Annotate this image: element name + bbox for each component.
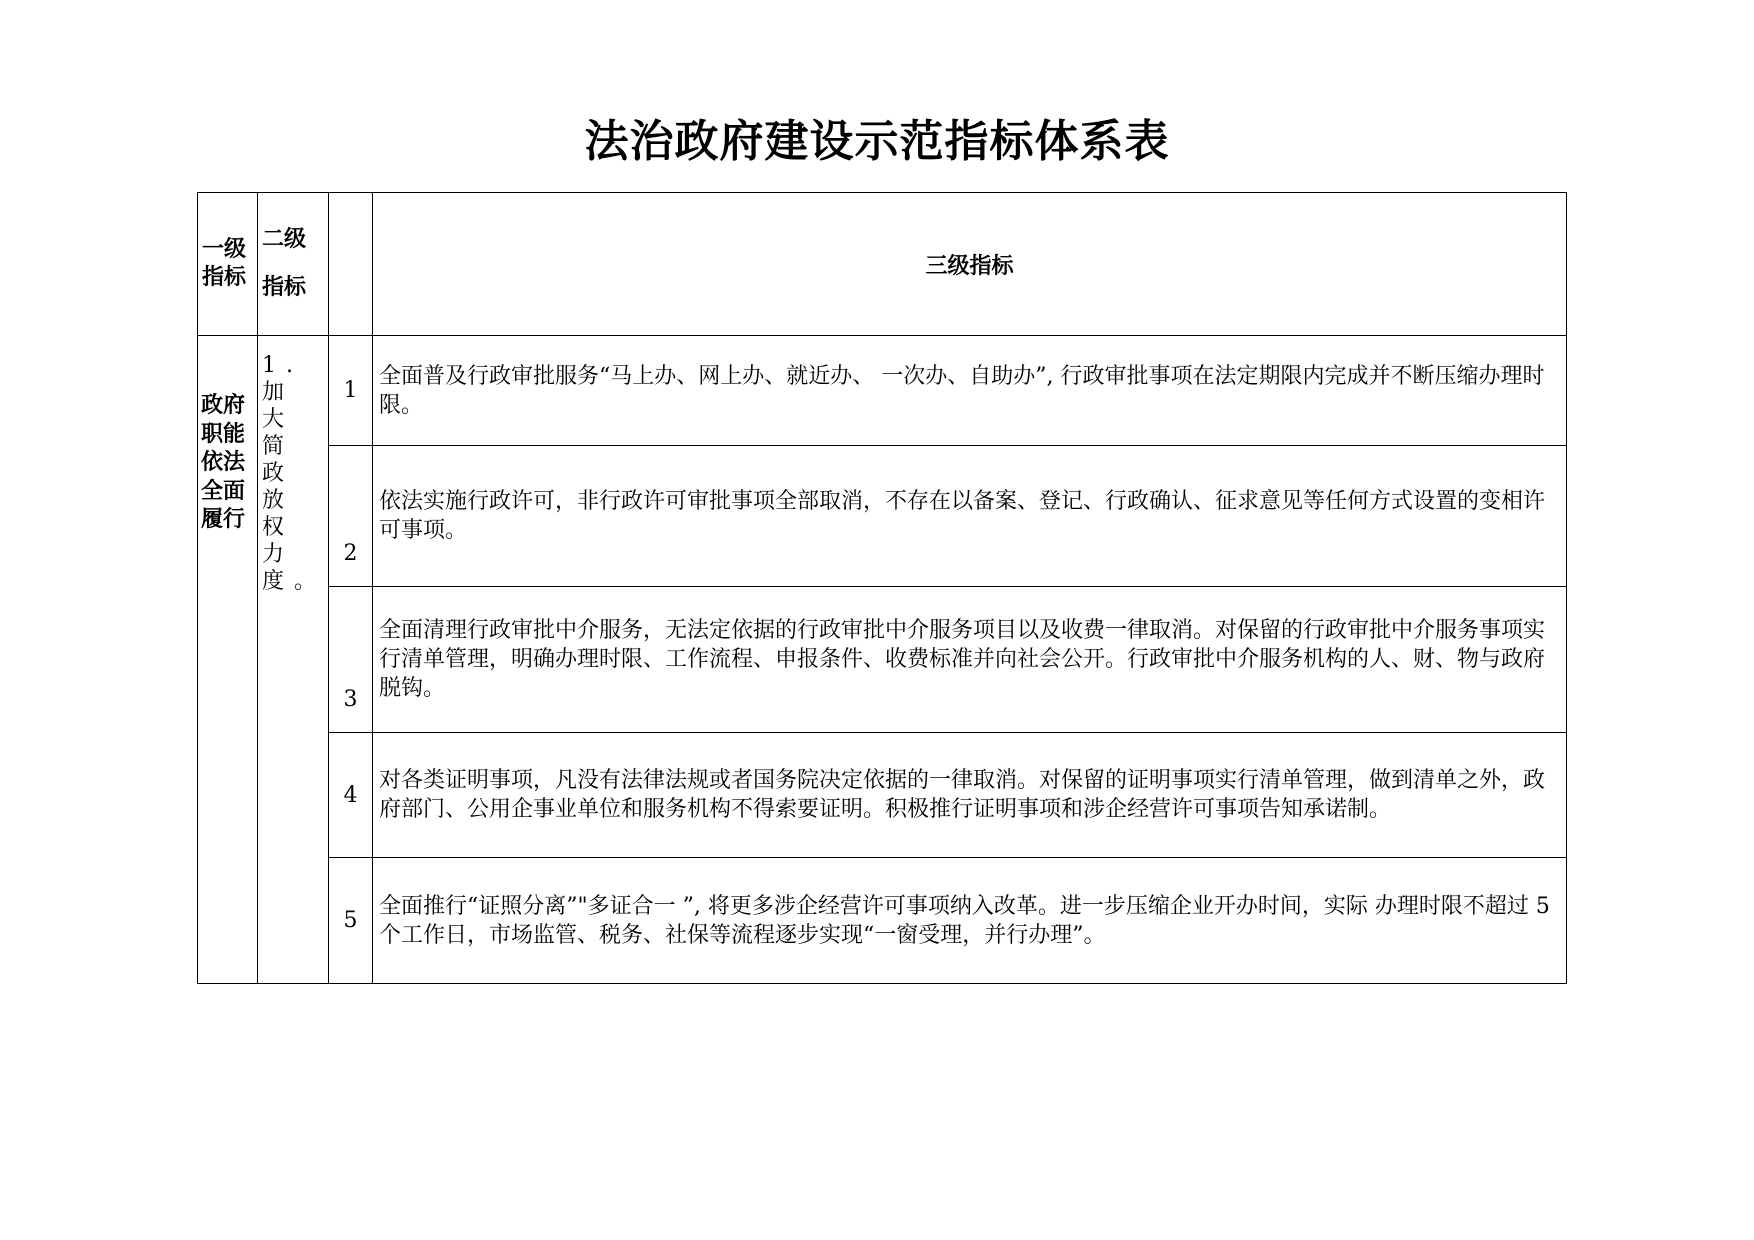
row-number: 5 (329, 858, 373, 984)
level3-indicator: 对各类证明事项，凡没有法律法规或者国务院决定依据的一律取消。对保留的证明事项实行清单管理，做到清单之外，政府部门、公用企事业单位和服务机构不得索要证明。积极推行证明事项和涉企经营许可事项告知承诺制。 (373, 733, 1567, 858)
table-header-row (198, 193, 1567, 336)
header-level2: 二级指标 (258, 193, 329, 336)
level2-indicator-cell (258, 336, 329, 984)
document-title: 法治政府建设示范指标体系表 (584, 116, 1170, 167)
row-number: 2 (329, 446, 373, 587)
row-number: 1 (329, 336, 373, 446)
indicator-table (197, 192, 1567, 984)
table-row (198, 336, 1567, 446)
level3-indicator: 全面清理行政审批中介服务，无法定依据的行政审批中介服务项目以及收费一律取消。对保留的行政审批中介服务事项实行清单管理，明确办理时限、工作流程、申报条件、收费标准并向社会公开。行政审批中介服务机构的人、财、物与政府脱钩。 (373, 587, 1567, 733)
level3-indicator: 全面普及行政审批服务“马上办、网上办、就近办、 一次办、自助办”, 行政审批事项在法定期限内完成并不断压缩办理时限。 (373, 336, 1567, 446)
table-row (198, 446, 1567, 587)
table-row (198, 587, 1567, 733)
row-number: 4 (329, 733, 373, 858)
level1-indicator: 政府职能依法全面履行 (201, 393, 246, 532)
table-row (198, 733, 1567, 858)
header-level3: 三级指标 (373, 193, 1567, 336)
row-number: 3 (329, 587, 373, 733)
header-number (329, 193, 373, 336)
level1-indicator-cell (198, 336, 258, 984)
table-row (198, 858, 1567, 984)
level2-indicator: 1.加大简政放权力度。 (262, 353, 327, 594)
header-level1: 一级指标 (198, 193, 258, 336)
level3-indicator: 依法实施行政许可，非行政许可审批事项全部取消，不存在以备案、登记、行政确认、征求意见等任何方式设置的变相许可事项。 (373, 446, 1567, 587)
level3-indicator: 全面推行“证照分离”"多证合一 ”, 将更多涉企经营许可事项纳入改革。进一步压缩企业开办时间，实际 办理时限不超过 5 个工作日，市场监管、税务、社保等流程逐步实现“一窗受理，并行办理”。 (373, 858, 1567, 984)
